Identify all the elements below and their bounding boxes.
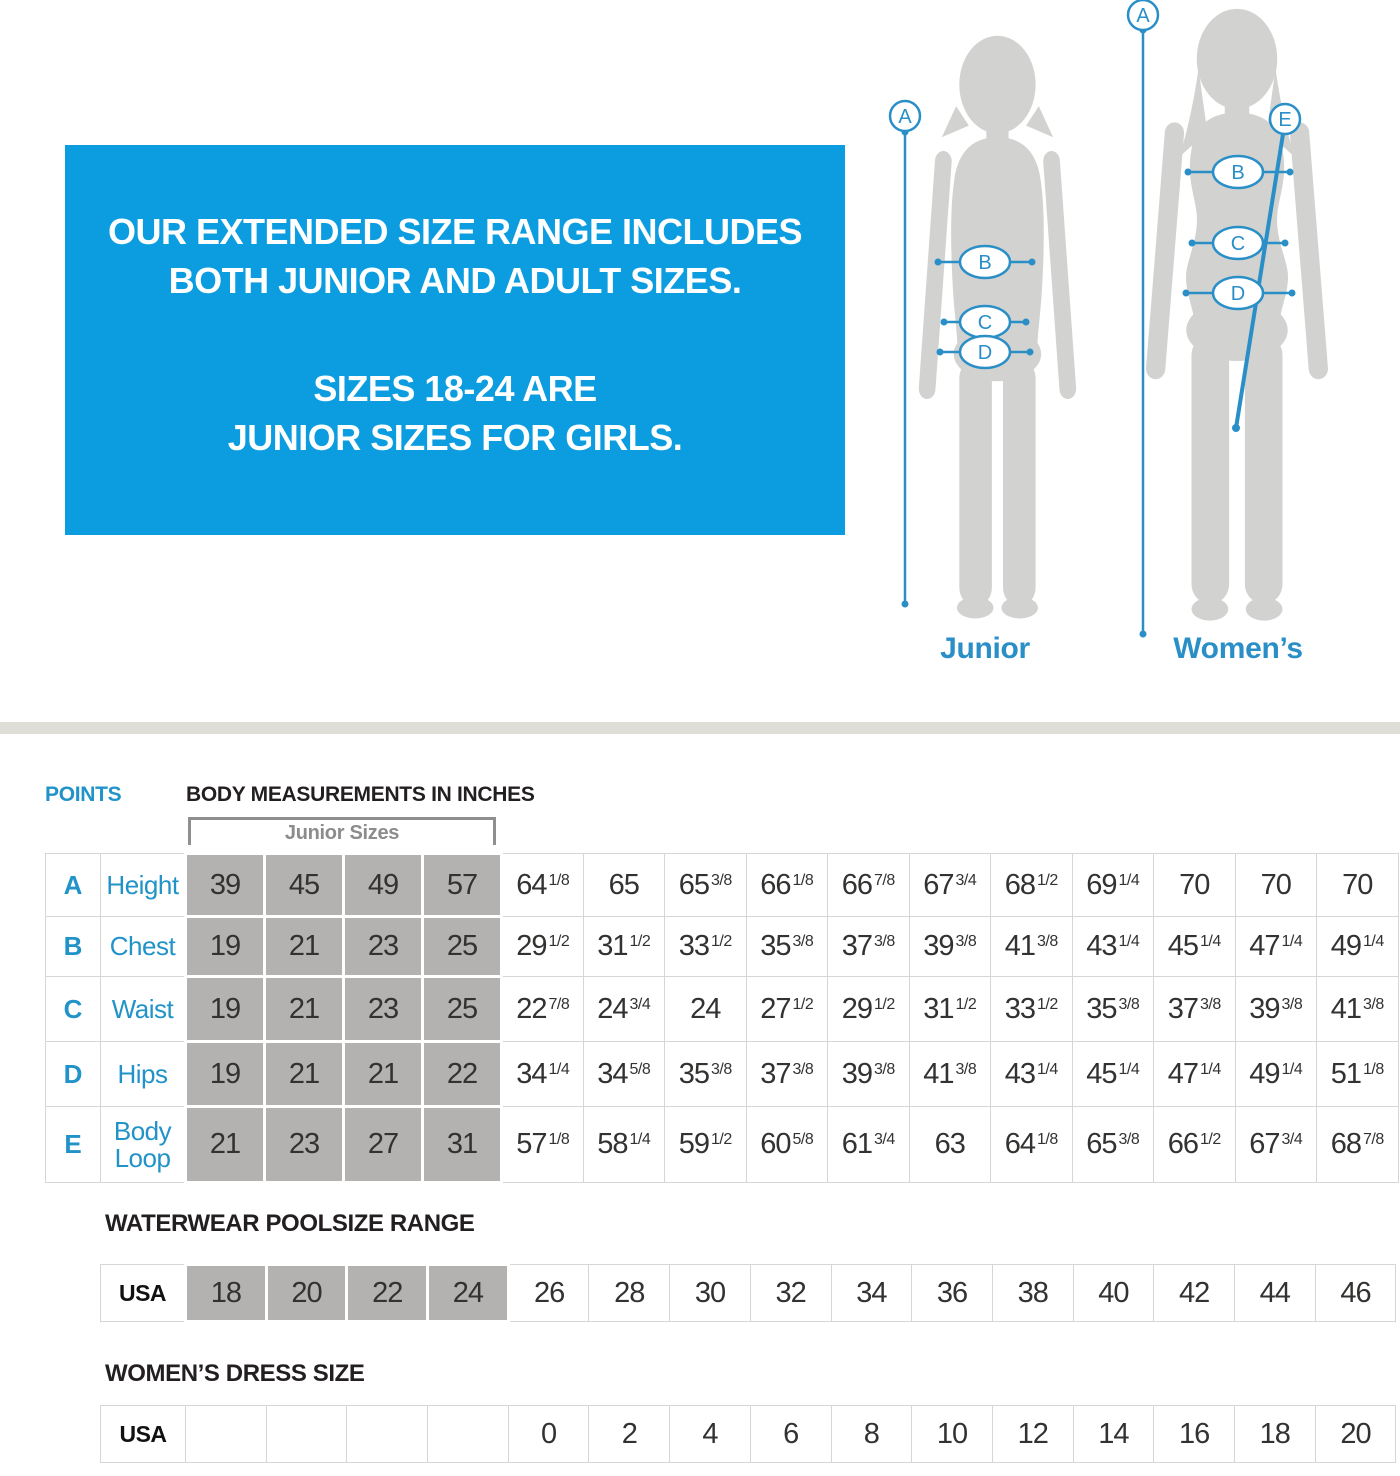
- fraction-part: 3/8: [1200, 995, 1221, 1013]
- dress-size-cell: [266, 1406, 347, 1463]
- womens-size-cell: 45 $^{1/4}$: [1072, 1042, 1154, 1107]
- poolsize-cell: 46: [1315, 1265, 1396, 1322]
- fraction-part: 3/8: [711, 1060, 732, 1078]
- fraction-part: 1/8: [1037, 1131, 1058, 1148]
- waterwear-poolsize-table: [100, 1263, 1396, 1323]
- fraction-part: 1/2: [1037, 995, 1058, 1013]
- dress-size-cell: 12: [992, 1406, 1073, 1463]
- fraction-part: 1/4: [629, 1131, 651, 1148]
- womens-size-cell: 58 $^{1/4}$: [583, 1107, 665, 1183]
- fraction-part: 3/8: [874, 1060, 895, 1078]
- womens-dress-size-table: [100, 1405, 1396, 1463]
- poolsize-cell: 20: [266, 1265, 347, 1322]
- junior-point-c-label: C: [977, 312, 993, 334]
- womens-point-b-label: B: [1231, 162, 1245, 184]
- banner-line-1: OUR EXTENDED SIZE RANGE INCLUDES: [107, 211, 803, 252]
- poolsize-cell: 38: [992, 1265, 1073, 1322]
- womens-size-cell: 67 $^{3/4}$: [909, 854, 991, 917]
- womens-size-cell: 31 $^{1/2}$: [909, 977, 991, 1042]
- womens-silhouette: [1145, 9, 1329, 621]
- region-label-cell: USA: [101, 1406, 186, 1463]
- womens-size-cell: 66 $^{1/8}$: [746, 854, 828, 917]
- fraction-part: 1/4: [1363, 933, 1384, 950]
- fraction-part: 1/4: [1118, 1060, 1140, 1078]
- womens-size-cell: 31 $^{1/2}$: [583, 917, 665, 977]
- womens-point-e-label: E: [1278, 109, 1292, 131]
- poolsize-cell: 28: [589, 1265, 670, 1322]
- womens-size-cell: 69 $^{1/4}$: [1072, 854, 1154, 917]
- fraction-part: 1/4: [1118, 933, 1140, 950]
- fraction-part: 1/2: [711, 1131, 732, 1148]
- womens-size-cell: 24 $^{3/4}$: [583, 977, 665, 1042]
- junior-size-cell: 25: [423, 977, 502, 1042]
- point-name-cell: Chest: [101, 917, 186, 977]
- size-row: [101, 1265, 1396, 1322]
- womens-figure-label: Women’s: [1173, 632, 1303, 665]
- fraction-part: 1/2: [1037, 871, 1058, 889]
- point-letter-cell: B: [46, 917, 101, 977]
- womens-size-cell: 39 $^{3/8}$: [828, 1042, 910, 1107]
- fraction-part: 3/8: [711, 871, 732, 889]
- fraction-part: 1/2: [874, 995, 895, 1013]
- fraction-part: 3/8: [874, 933, 895, 950]
- womens-size-cell: 70: [1317, 854, 1399, 917]
- fraction-part: 1/2: [629, 933, 651, 950]
- womens-size-cell: 68 $^{1/2}$: [991, 854, 1073, 917]
- dress-size-cell: 14: [1073, 1406, 1154, 1463]
- fraction-part: 1/4: [1118, 871, 1140, 889]
- poolsize-cell: 40: [1073, 1265, 1154, 1322]
- junior-size-cell: 23: [344, 977, 423, 1042]
- womens-size-cell: 63: [909, 1107, 991, 1183]
- fraction-part: 3/8: [1118, 995, 1140, 1013]
- poolsize-cell: 26: [508, 1265, 589, 1322]
- banner-line-3: SIZES 18-24 ARE: [313, 368, 597, 409]
- fraction-part: 1/8: [1363, 1060, 1384, 1078]
- womens-point-a-label: A: [1136, 5, 1150, 27]
- dress-size-cell: 4: [670, 1406, 751, 1463]
- measurement-row: [46, 854, 1399, 917]
- junior-figure-label: Junior: [940, 632, 1030, 665]
- junior-point-a-label: A: [898, 106, 912, 128]
- section-divider: [0, 722, 1400, 734]
- fraction-part: 1/4: [1037, 1060, 1058, 1078]
- womens-size-cell: 57 $^{1/8}$: [502, 1107, 584, 1183]
- poolsize-cell: 22: [347, 1265, 428, 1322]
- womens-size-cell: 70: [1154, 854, 1236, 917]
- measurement-row: [46, 977, 1399, 1042]
- womens-size-cell: 47 $^{1/4}$: [1154, 1042, 1236, 1107]
- dress-size-cell: [347, 1406, 428, 1463]
- junior-size-cell: 25: [423, 917, 502, 977]
- fraction-part: 1/4: [1200, 933, 1221, 950]
- dress-size-cell: [186, 1406, 267, 1463]
- junior-size-cell: 21: [344, 1042, 423, 1107]
- dress-size-cell: 18: [1234, 1406, 1315, 1463]
- poolsize-cell: 18: [186, 1265, 267, 1322]
- measurement-row: [46, 917, 1399, 977]
- womens-size-cell: 35 $^{3/8}$: [1072, 977, 1154, 1042]
- fraction-part: 7/8: [1363, 1131, 1384, 1148]
- junior-size-cell: 21: [265, 977, 344, 1042]
- junior-size-cell: 19: [186, 977, 265, 1042]
- womens-size-cell: 70: [1235, 854, 1317, 917]
- point-letter-cell: A: [46, 854, 101, 917]
- waterwear-poolsize-title: WATERWEAR POOLSIZE RANGE: [105, 1210, 475, 1237]
- dress-size-cell: 6: [750, 1406, 831, 1463]
- fraction-part: 5/8: [629, 1060, 651, 1078]
- poolsize-cell: 24: [428, 1265, 509, 1322]
- poolsize-cell: 42: [1154, 1265, 1235, 1322]
- junior-point-b-label: B: [978, 252, 992, 274]
- junior-point-d-label: D: [977, 342, 993, 364]
- womens-size-cell: 66 $^{1/2}$: [1154, 1107, 1236, 1183]
- junior-size-cell: 22: [423, 1042, 502, 1107]
- dress-size-cell: 16: [1154, 1406, 1235, 1463]
- womens-size-cell: 47 $^{1/4}$: [1235, 917, 1317, 977]
- fraction-part: 1/2: [711, 933, 732, 950]
- point-name-cell: Height: [101, 854, 186, 917]
- fraction-part: 1/4: [548, 1060, 570, 1078]
- fraction-part: 3/8: [1037, 933, 1058, 950]
- fraction-part: 3/8: [1281, 995, 1303, 1013]
- fraction-part: 3/4: [1281, 1131, 1303, 1148]
- womens-size-cell: 35 $^{3/8}$: [665, 1042, 747, 1107]
- poolsize-cell: 44: [1234, 1265, 1315, 1322]
- junior-sizes-bracket: Junior Sizes: [188, 817, 496, 845]
- womens-size-cell: 39 $^{3/8}$: [1235, 977, 1317, 1042]
- junior-size-cell: 23: [265, 1107, 344, 1183]
- poolsize-cell: 36: [912, 1265, 993, 1322]
- fraction-part: 3/8: [792, 933, 814, 950]
- womens-size-cell: 45 $^{1/4}$: [1154, 917, 1236, 977]
- womens-size-cell: 37 $^{3/8}$: [746, 1042, 828, 1107]
- womens-size-cell: 68 $^{7/8}$: [1317, 1107, 1399, 1183]
- fraction-part: 1/4: [1200, 1060, 1221, 1078]
- poolsize-cell: 32: [750, 1265, 831, 1322]
- womens-size-cell: 51 $^{1/8}$: [1317, 1042, 1399, 1107]
- fraction-part: 3/8: [955, 1060, 977, 1078]
- fraction-part: 1/2: [792, 995, 814, 1013]
- junior-size-cell: 49: [344, 854, 423, 917]
- junior-size-cell: 27: [344, 1107, 423, 1183]
- junior-size-cell: 19: [186, 1042, 265, 1107]
- womens-size-cell: 33 $^{1/2}$: [665, 917, 747, 977]
- womens-size-cell: 22 $^{7/8}$: [502, 977, 584, 1042]
- info-banner: [65, 145, 845, 535]
- junior-size-cell: 39: [186, 854, 265, 917]
- womens-size-cell: 43 $^{1/4}$: [1072, 917, 1154, 977]
- womens-size-cell: 65 $^{3/8}$: [665, 854, 747, 917]
- womens-size-cell: 41 $^{3/8}$: [1317, 977, 1399, 1042]
- junior-size-cell: 19: [186, 917, 265, 977]
- womens-size-cell: 41 $^{3/8}$: [909, 1042, 991, 1107]
- womens-size-cell: 61 $^{3/4}$: [828, 1107, 910, 1183]
- womens-size-cell: 41 $^{3/8}$: [991, 917, 1073, 977]
- measurement-row: [46, 1107, 1399, 1183]
- womens-size-cell: 49 $^{1/4}$: [1235, 1042, 1317, 1107]
- fraction-part: 3/4: [955, 871, 977, 889]
- fraction-part: 1/4: [1281, 1060, 1303, 1078]
- fraction-part: 3/4: [629, 995, 651, 1013]
- womens-point-d-label: D: [1230, 283, 1246, 305]
- womens-point-c-label: C: [1230, 233, 1246, 255]
- point-letter-cell: D: [46, 1042, 101, 1107]
- womens-size-cell: 65 $^{3/8}$: [1072, 1107, 1154, 1183]
- measurement-row: [46, 1042, 1399, 1107]
- womens-size-cell: 34 $^{5/8}$: [583, 1042, 665, 1107]
- fraction-part: 3/8: [792, 1060, 814, 1078]
- body-measurements-title: BODY MEASUREMENTS IN INCHES: [186, 783, 535, 806]
- fraction-part: 1/8: [548, 871, 570, 889]
- fraction-part: 1/4: [1281, 933, 1303, 950]
- fraction-part: 3/8: [955, 933, 977, 950]
- poolsize-cell: 30: [670, 1265, 751, 1322]
- poolsize-cell: 34: [831, 1265, 912, 1322]
- womens-size-cell: 39 $^{3/8}$: [909, 917, 991, 977]
- womens-size-cell: 67 $^{3/4}$: [1235, 1107, 1317, 1183]
- fraction-part: 5/8: [792, 1131, 814, 1148]
- womens-size-cell: 49 $^{1/4}$: [1317, 917, 1399, 977]
- banner-line-4: JUNIOR SIZES FOR GIRLS.: [227, 417, 683, 458]
- junior-size-cell: 21: [265, 917, 344, 977]
- point-name-cell: Hips: [101, 1042, 186, 1107]
- womens-size-cell: 65: [583, 854, 665, 917]
- fraction-part: 1/2: [955, 995, 977, 1013]
- fraction-part: 1/2: [548, 933, 570, 950]
- dress-size-cell: 10: [912, 1406, 993, 1463]
- fraction-part: 7/8: [874, 871, 895, 889]
- womens-size-cell: 35 $^{3/8}$: [746, 917, 828, 977]
- banner-line-2: BOTH JUNIOR AND ADULT SIZES.: [168, 260, 742, 301]
- point-letter-cell: E: [46, 1107, 101, 1183]
- womens-dress-size-title: WOMEN’S DRESS SIZE: [105, 1360, 365, 1387]
- dress-size-cell: 2: [589, 1406, 670, 1463]
- points-header: POINTS: [45, 783, 122, 806]
- measurement-figures-illustration: [860, 0, 1400, 690]
- junior-size-cell: 57: [423, 854, 502, 917]
- womens-size-cell: 29 $^{1/2}$: [502, 917, 584, 977]
- junior-size-cell: 21: [265, 1042, 344, 1107]
- womens-size-cell: 37 $^{3/8}$: [1154, 977, 1236, 1042]
- dress-size-cell: 8: [831, 1406, 912, 1463]
- fraction-part: 3/8: [1363, 995, 1384, 1013]
- fraction-part: 1/2: [1200, 1131, 1221, 1148]
- dress-size-cell: 0: [508, 1406, 589, 1463]
- dress-size-cell: 20: [1315, 1406, 1396, 1463]
- womens-size-cell: 34 $^{1/4}$: [502, 1042, 584, 1107]
- womens-size-cell: 24: [665, 977, 747, 1042]
- region-label-cell: USA: [101, 1265, 186, 1322]
- fraction-part: 3/4: [874, 1131, 895, 1148]
- womens-size-cell: 59 $^{1/2}$: [665, 1107, 747, 1183]
- womens-size-cell: 66 $^{7/8}$: [828, 854, 910, 917]
- dress-size-cell: [428, 1406, 509, 1463]
- point-name-cell: Body Loop: [101, 1107, 186, 1183]
- body-measurements-table: [45, 852, 1399, 1184]
- size-row: [101, 1406, 1396, 1463]
- womens-size-cell: 43 $^{1/4}$: [991, 1042, 1073, 1107]
- point-letter-cell: C: [46, 977, 101, 1042]
- fraction-part: 3/8: [1118, 1131, 1140, 1148]
- womens-size-cell: 64 $^{1/8}$: [502, 854, 584, 917]
- womens-size-cell: 29 $^{1/2}$: [828, 977, 910, 1042]
- fraction-part: 1/8: [792, 871, 814, 889]
- junior-size-cell: 21: [186, 1107, 265, 1183]
- womens-size-cell: 33 $^{1/2}$: [991, 977, 1073, 1042]
- fraction-part: 7/8: [548, 995, 570, 1013]
- womens-size-cell: 27 $^{1/2}$: [746, 977, 828, 1042]
- womens-size-cell: 60 $^{5/8}$: [746, 1107, 828, 1183]
- fraction-part: 1/8: [548, 1131, 570, 1148]
- junior-size-cell: 31: [423, 1107, 502, 1183]
- point-name-cell: Waist: [101, 977, 186, 1042]
- junior-size-cell: 23: [344, 917, 423, 977]
- junior-size-cell: 45: [265, 854, 344, 917]
- womens-size-cell: 64 $^{1/8}$: [991, 1107, 1073, 1183]
- womens-size-cell: 37 $^{3/8}$: [828, 917, 910, 977]
